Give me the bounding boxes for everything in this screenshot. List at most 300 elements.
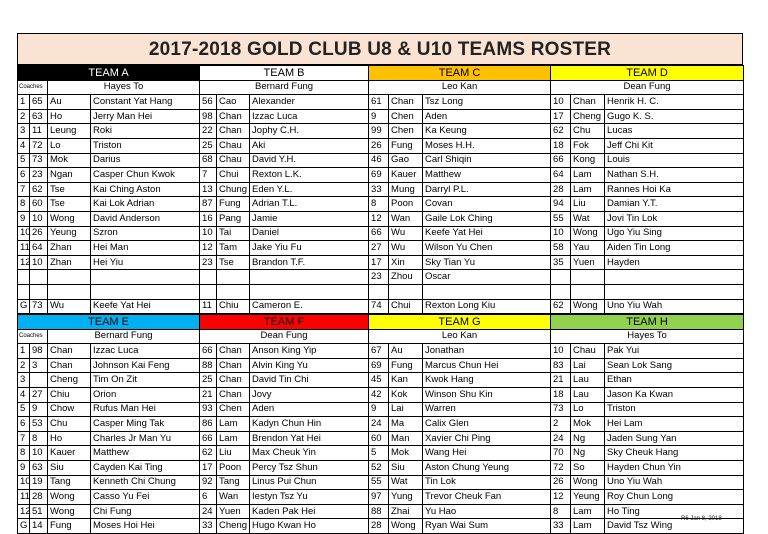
surname: Zhan [48,241,91,256]
table-row [18,270,744,285]
surname: Lam [217,431,250,446]
table-row [18,138,744,153]
jersey-number: 45 [369,373,389,388]
jersey-number: 10 [200,226,217,241]
table-row [18,284,744,299]
row-index: 2 [18,109,30,124]
row-index: 8 [18,446,30,461]
row-index: 5 [18,153,30,168]
surname: Yung [389,490,423,505]
surname: Fok [571,138,605,153]
given-name: Henrik H. C. [605,95,744,110]
surname: Zhan [48,255,91,270]
surname: Wan [389,211,423,226]
given-name: Aston Chung Yeung [423,461,551,476]
table-row [18,299,744,314]
jersey-number: 19 [30,475,48,490]
given-name: Xavier Chi Ping [423,431,551,446]
jersey-number: 16 [200,211,217,226]
jersey-number: 88 [369,504,389,519]
surname [217,270,250,285]
jersey-number: 66 [369,226,389,241]
given-name: Nathan S.H. [605,168,744,183]
given-name: Wilson Yu Chen [423,241,551,256]
surname: Liu [571,197,605,212]
team-header: TEAM G [369,315,551,330]
surname: Lam [571,519,605,534]
jersey-number: 93 [200,402,217,417]
jersey-number: 23 [200,255,217,270]
given-name: Kenneth Chi Chung [91,475,200,490]
jersey-number: 33 [369,182,389,197]
surname: Zhai [389,504,423,519]
given-name: Constant Yat Hang [91,95,200,110]
given-name: Uno Yiu Wah [605,475,744,490]
surname: Leung [48,124,91,139]
row-index: G [18,519,30,534]
jersey-number: 10 [551,226,571,241]
jersey-number [30,284,48,299]
given-name: Gugo K. S. [605,109,744,124]
jersey-number: 18 [551,388,571,403]
given-name: Wang Hei [423,446,551,461]
given-name: Rannes Hoi Ka [605,182,744,197]
jersey-number: 14 [30,519,48,534]
surname: Tam [217,241,250,256]
jersey-number: 51 [30,504,48,519]
given-name [423,284,551,299]
table-row [18,153,744,168]
row-index: 9 [18,461,30,476]
team-coach: Hayes To [48,80,200,95]
surname: Ho [48,109,91,124]
surname: Mok [389,446,423,461]
table-row [18,197,744,212]
row-index: 6 [18,417,30,432]
surname: Chan [217,344,250,359]
team-coach: Hayes To [551,329,744,344]
jersey-number: 27 [30,388,48,403]
given-name: Aiden Tin Long [605,241,744,256]
table-row [18,241,744,256]
jersey-number: 68 [200,153,217,168]
given-name: Izzac Luca [91,344,200,359]
surname: Lo [571,402,605,417]
jersey-number: 63 [30,109,48,124]
given-name: Daniel [250,226,369,241]
given-name: Jovi Tin Lok [605,211,744,226]
jersey-number: 18 [551,138,571,153]
given-name: Roki [91,124,200,139]
table-row [18,446,744,461]
given-name: Jophy C.H. [250,124,369,139]
jersey-number: 73 [551,402,571,417]
jersey-number: 97 [369,490,389,505]
surname: Lau [571,373,605,388]
jersey-number [200,270,217,285]
given-name: Jonathan [423,344,551,359]
given-name: Trevor Cheuk Fan [423,490,551,505]
surname: Kan [389,373,423,388]
jersey-number: 33 [551,519,571,534]
row-index: 9 [18,211,30,226]
jersey-number: 27 [369,241,389,256]
surname: Yuen [571,255,605,270]
jersey-number: 60 [30,197,48,212]
roster-block-upper [17,65,744,314]
roster-block-lower [17,314,744,534]
jersey-number: 73 [30,153,48,168]
given-name: Casper Ming Tak [91,417,200,432]
given-name: Rexton L.K. [250,168,369,183]
jersey-number: 62 [200,446,217,461]
jersey-number: 99 [369,124,389,139]
team-header: TEAM C [369,66,551,81]
surname: Yau [571,241,605,256]
team-header: TEAM H [551,315,744,330]
jersey-number: 21 [200,388,217,403]
given-name: Ugo Yiu Sing [605,226,744,241]
jersey-number: 10 [30,255,48,270]
table-row [18,490,744,505]
row-index: 4 [18,388,30,403]
jersey-number: 11 [200,299,217,314]
team-header: TEAM E [18,315,200,330]
jersey-number: 64 [551,168,571,183]
table-row [18,255,744,270]
surname: Kong [571,153,605,168]
jersey-number: 62 [30,182,48,197]
surname: Ngan [48,168,91,183]
surname: Chan [217,358,250,373]
given-name: Percy Tsz Shun [250,461,369,476]
jersey-number: 53 [30,417,48,432]
table-row [18,402,744,417]
jersey-number: 52 [369,461,389,476]
row-index: 6 [18,168,30,183]
team-header: TEAM F [200,315,369,330]
surname: Zhou [389,270,423,285]
surname: Wan [217,490,250,505]
given-name: Brandon T.F. [250,255,369,270]
row-index: 11 [18,490,30,505]
given-name: Pak Yui [605,344,744,359]
jersey-number: 60 [369,431,389,446]
row-index: 2 [18,358,30,373]
row-index: 1 [18,344,30,359]
given-name: David Tin Chi [250,373,369,388]
jersey-number: 28 [30,490,48,505]
row-index: 7 [18,182,30,197]
given-name: Keefe Yat Hei [423,226,551,241]
jersey-number [30,373,48,388]
row-index: 1 [18,95,30,110]
given-name: Kaden Pak Hei [250,504,369,519]
jersey-number: 10 [30,446,48,461]
jersey-number: 61 [369,95,389,110]
given-name: Hei Man [91,241,200,256]
team-coach: Leo Kan [369,329,551,344]
given-name: Winson Shu Kin [423,388,551,403]
table-row [18,95,744,110]
jersey-number: 10 [551,95,571,110]
row-index [18,270,30,285]
surname: Fung [48,519,91,534]
surname: Poon [217,461,250,476]
surname: Fung [217,197,250,212]
surname [48,270,91,285]
surname: Yuen [217,504,250,519]
jersey-number: 25 [200,373,217,388]
jersey-number: 6 [200,490,217,505]
jersey-number: 3 [30,358,48,373]
surname: Chu [571,124,605,139]
surname: Ng [571,446,605,461]
surname: Lai [571,358,605,373]
surname: Chan [571,95,605,110]
given-name: Jovy [250,388,369,403]
surname: Lai [389,402,423,417]
surname: Cao [217,95,250,110]
jersey-number: 92 [200,475,217,490]
table-row [18,168,744,183]
given-name [605,270,744,285]
jersey-number: 67 [369,344,389,359]
given-name: Hei Lam [605,417,744,432]
surname: Chui [389,299,423,314]
surname [48,284,91,299]
team-header: TEAM B [200,66,369,81]
jersey-number: 55 [551,211,571,226]
surname: Tse [217,255,250,270]
given-name: Kadyn Chun Hin [250,417,369,432]
jersey-number: 72 [551,461,571,476]
surname: Tse [48,182,91,197]
jersey-number: 8 [551,504,571,519]
given-name [605,284,744,299]
surname: Chui [217,168,250,183]
surname: Liu [217,446,250,461]
surname: Yeung [48,226,91,241]
table-row [18,431,744,446]
given-name: Cameron E. [250,299,369,314]
given-name: Rufus Man Hei [91,402,200,417]
table-row [18,388,744,403]
jersey-number: 13 [200,182,217,197]
surname: Fung [389,138,423,153]
surname: Wong [48,504,91,519]
jersey-number: 8 [369,197,389,212]
jersey-number: 66 [200,431,217,446]
given-name: Carl Shiqin [423,153,551,168]
jersey-number: 94 [551,197,571,212]
surname: Tse [48,197,91,212]
surname: Cheng [571,109,605,124]
given-name: Oscar [423,270,551,285]
table-row [18,373,744,388]
jersey-number: 23 [30,168,48,183]
table-row [18,124,744,139]
row-index: 8 [18,197,30,212]
surname: Lam [571,182,605,197]
surname: Chau [217,138,250,153]
jersey-number: 35 [551,255,571,270]
jersey-number: 58 [551,241,571,256]
given-name: Aki [250,138,369,153]
given-name: Jamie [250,211,369,226]
jersey-number: 69 [369,168,389,183]
jersey-number [551,270,571,285]
team-coach: Leo Kan [369,80,551,95]
surname: Pang [217,211,250,226]
given-name: Uno Yiu Wah [605,299,744,314]
jersey-number: 24 [200,504,217,519]
table-row [18,344,744,359]
surname: Man [389,431,423,446]
surname [571,270,605,285]
jersey-number: 88 [200,358,217,373]
given-name: Johnson Kai Feng [91,358,200,373]
table-row [18,504,744,519]
revision-note: R6 Jan 8, 2018 [681,516,722,522]
surname: So [571,461,605,476]
jersey-number: 9 [30,402,48,417]
jersey-number: 17 [369,255,389,270]
given-name: Matthew [423,168,551,183]
surname: Wong [389,519,423,534]
jersey-number: 12 [369,211,389,226]
jersey-number: 98 [30,344,48,359]
jersey-number: 22 [200,124,217,139]
jersey-number: 63 [30,461,48,476]
surname: Chau [571,344,605,359]
surname: Wat [389,475,423,490]
surname: Chen [389,124,423,139]
surname: Gao [389,153,423,168]
jersey-number: 8 [30,431,48,446]
jersey-number: 65 [30,95,48,110]
given-name: Yu Hao [423,504,551,519]
jersey-number: 69 [369,358,389,373]
surname: Chan [217,373,250,388]
surname: Mok [48,153,91,168]
given-name [91,284,200,299]
given-name: Moses H.H. [423,138,551,153]
surname: Ng [571,431,605,446]
jersey-number: 26 [369,138,389,153]
jersey-number: 72 [30,138,48,153]
surname: Kok [389,388,423,403]
surname: Siu [48,461,91,476]
given-name [250,284,369,299]
given-name: Ethan [605,373,744,388]
given-name: Roy Chun Long [605,490,744,505]
surname: Cheng [48,373,91,388]
surname: Chen [389,109,423,124]
given-name: Ho Ting [605,504,744,519]
given-name: Hugo Kwan Ho [250,519,369,534]
surname: Ho [48,431,91,446]
given-name: Cayden Kai Ting [91,461,200,476]
surname: Fung [389,358,423,373]
surname: Chan [48,358,91,373]
given-name: Ka Keung [423,124,551,139]
surname: Chan [217,109,250,124]
jersey-number: 21 [551,373,571,388]
given-name: David Anderson [91,211,200,226]
table-row [18,358,744,373]
given-name: Triston [605,402,744,417]
jersey-number: 83 [551,358,571,373]
table-row [18,475,744,490]
given-name: Moses Hoi Hei [91,519,200,534]
given-name: Aden [250,402,369,417]
given-name: Orion [91,388,200,403]
given-name: Hayden Chun Yin [605,461,744,476]
surname: Chan [217,124,250,139]
given-name: Sky Cheuk Hang [605,446,744,461]
surname: Wu [389,226,423,241]
roster-title: 2017-2018 GOLD CLUB U8 & U10 TEAMS ROSTER [17,33,743,65]
row-index: 10 [18,226,30,241]
given-name: Darius [91,153,200,168]
surname: Tang [48,475,91,490]
given-name: Brendon Yat Hei [250,431,369,446]
jersey-number: 28 [369,519,389,534]
jersey-number [369,284,389,299]
team-coach: Bernard Fung [200,80,369,95]
surname: Chau [217,153,250,168]
jersey-number: 9 [369,109,389,124]
jersey-number: 86 [200,417,217,432]
surname [571,284,605,299]
given-name: Tsz Long [423,95,551,110]
jersey-number: 17 [200,461,217,476]
jersey-number: 7 [200,168,217,183]
row-index: 10 [18,475,30,490]
given-name: Adrian T.L. [250,197,369,212]
surname: Xin [389,255,423,270]
given-name: Hayden [605,255,744,270]
row-index: G [18,299,30,314]
surname: Wong [571,299,605,314]
given-name: Kai Lok Adrian [91,197,200,212]
given-name: Matthew [91,446,200,461]
surname: Chan [389,95,423,110]
jersey-number: 9 [369,402,389,417]
given-name: Iestyn Tsz Yu [250,490,369,505]
surname: Chiu [217,299,250,314]
given-name: Rexton Long Kiu [423,299,551,314]
given-name: Izzac Luca [250,109,369,124]
row-index [18,284,30,299]
jersey-number: 17 [551,109,571,124]
given-name: Chi Fung [91,504,200,519]
surname: Mok [571,417,605,432]
given-name: Linus Pui Chun [250,475,369,490]
jersey-number: 66 [200,344,217,359]
given-name: Sky Tian Yu [423,255,551,270]
jersey-number: 98 [200,109,217,124]
jersey-number: 26 [551,475,571,490]
roster-sheet [17,33,743,534]
jersey-number: 25 [200,138,217,153]
jersey-number: 23 [369,270,389,285]
table-row [18,226,744,241]
team-coach: Dean Fung [200,329,369,344]
row-index: 11 [18,241,30,256]
given-name: Szron [91,226,200,241]
